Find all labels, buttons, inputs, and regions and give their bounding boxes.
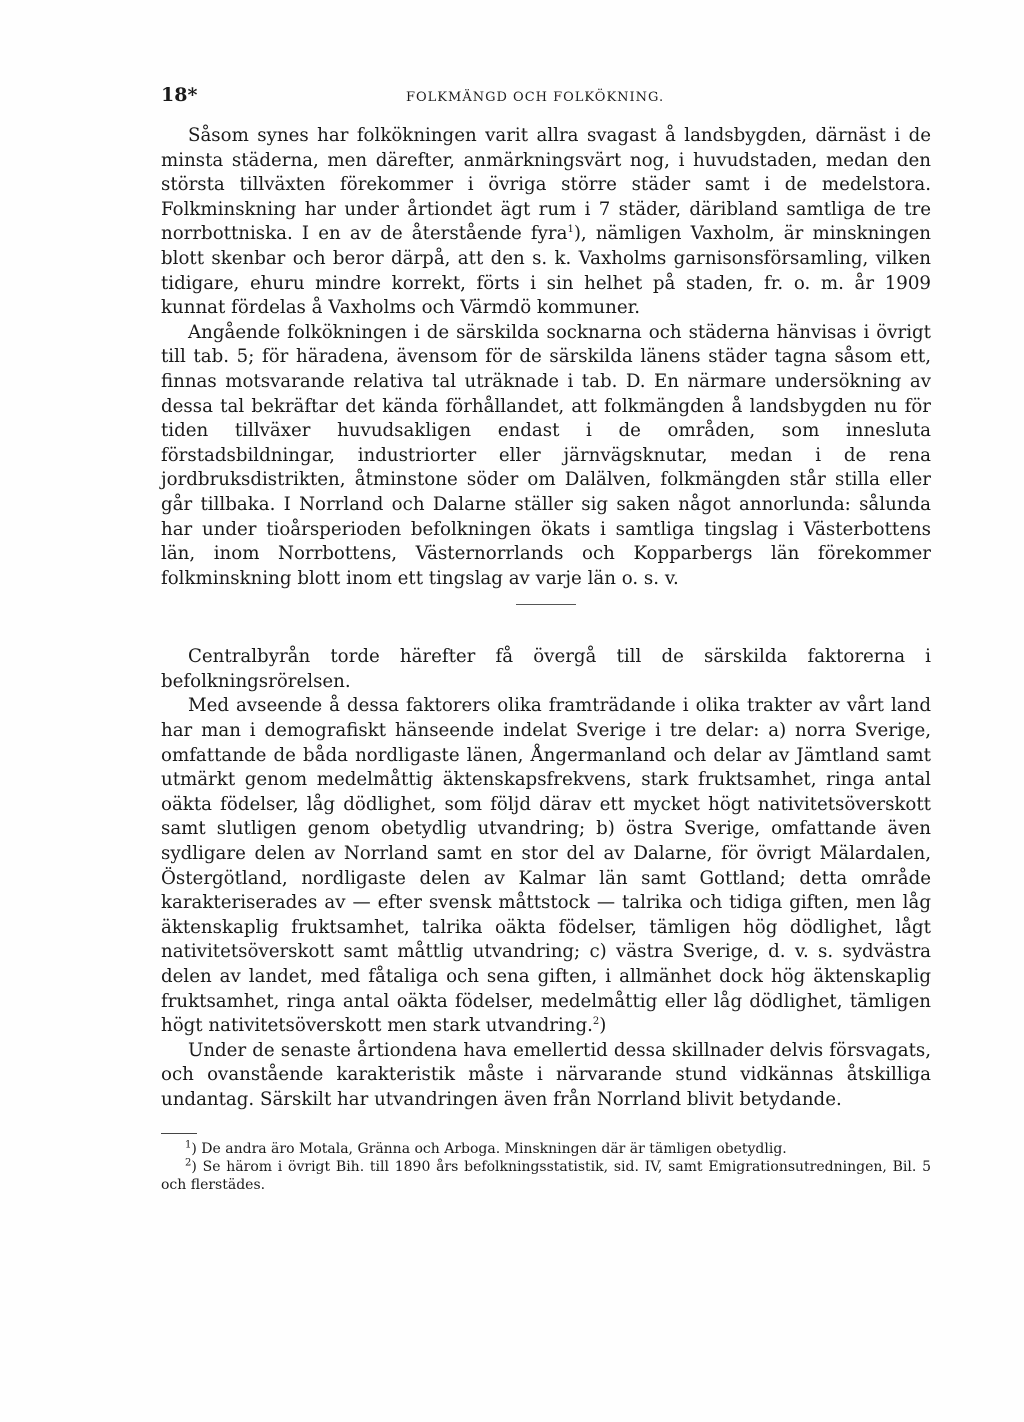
page-number: 18* xyxy=(161,84,198,106)
page-header xyxy=(161,84,931,116)
paragraph-text: Såsom synes har folkökningen varit allra svagast å landsbygden, därnäst i de minsta städerna, men därefter, anmärkningsvärt nog, i huvudstaden, medan den största tillväxten förekommer i övriga större städer samt i de medelstora. Folkminskning har under årtiondet ägt rum i 7 städer, däribland samtliga de tre norrbottniska. I en av de återstående fyra xyxy=(161,125,931,245)
paragraph-regions xyxy=(161,694,931,1038)
footnote-divider xyxy=(161,1133,197,1134)
footnote-mark-2: 2 xyxy=(185,1156,192,1168)
paragraph-text: ), nämligen Vaxholm, är minskningen blott skenbar och beror därpå, att den s. k. Vaxholms garnisonsförsamling, vilken tidigare, ehuru mindre korrekt, förts i sin helhet på staden, fr. o. m. år 1909 kunnat fördelas å Vaxholms och Värmdö kommuner. xyxy=(161,223,931,319)
running-title: FOLKMÄNGD OCH FOLKÖKNING. xyxy=(406,90,665,105)
paragraph-parishes: Angående folkökningen i de särskilda socknarna och städerna hänvisas i övrigt till tab. 5; för häradena, ävensom för de särskilda länens städer tagna såsom ett, finnas motsvarande relativa tal uträknade i tab. D. En närmare undersökning av dessa tal bekräftar det kända förhållandet, att folkmängden å landsbygden nu för tiden tillväxer huvudsakligen endast i de områden, som innesluta förstadsbildningar, industriorter eller järnvägsknutar, medan i de rena jordbruksdistrikten, åtminstone söder om Dalälven, folkmängden står stilla eller går tillbaka. I Norrland och Dalarne ställer sig saken något annorlunda: sålunda har under tioårsperioden befolkningen ökats i samtliga tingslag i Västerbottens län, inom Norrbottens, Västernorrlands och Kopparbergs län förekommer folkminskning blott inom ett tingslag av varje län o. s. v. xyxy=(161,321,931,589)
paragraph-text: ) xyxy=(599,1015,607,1037)
footnote-ref-1: 1 xyxy=(567,224,574,236)
paragraph-population-growth xyxy=(161,124,931,321)
document-page xyxy=(161,84,931,1194)
footnote-2 xyxy=(161,1158,931,1194)
footnote-1 xyxy=(161,1140,931,1158)
footnote-text: ) De andra äro Motala, Gränna och Arboga. Minskningen där är tämligen obetydlig. xyxy=(191,1140,787,1157)
paragraph-recent-decades: Under de senaste årtiondena hava emellertid dessa skillnader delvis försvagats, och ovanstående karakteristik måste i närvarande stund vidkännas åtskilliga undantag. Särskilt har utvandringen även från Norrland blivit betydande. xyxy=(161,1039,931,1110)
footnote-mark-1: 1 xyxy=(185,1138,192,1150)
footnote-text: ) Se härom i övrigt Bih. till 1890 års befolkningsstatistik, sid. IV, samt Emigrationsutredningen, Bil. 5 och flerstädes. xyxy=(161,1158,931,1193)
paragraph-text: Med avseende å dessa faktorers olika framträdande i olika trakter av vårt land har man i demografiskt hänseende indelat Sverige i tre delar: a) norra Sverige, omfattande de båda nordligaste länen, Ångermanland och delar av Jämtland samt utmärkt genom medelmåttig äktenskapsfrekvens, stark fruktsamhet, ringa antal oäkta födelser, låg dödlighet, som följd därav ett mycket högt nativitetsöverskott samt slutligen genom obetydlig utvandring; b) östra Sverige, omfattande även sydligare delen av Norrland samt en stor del av Dalarne, för övrigt Mälardalen, Östergötland, nordligaste delen av Kalmar län samt Gottland; detta område karakteriserades av — efter svensk måttstock — talrika och tidiga giften, men låg äktenskaplig fruktsamhet, talrika oäkta födelser, tämligen hög dödlighet, lågt nativitetsöverskott samt måttlig utvandring; c) västra Sverige, d. v. s. sydvästra delen av landet, med fåtaliga och sena giften, i allmänhet dock hög äktenskaplig fruktsamhet, ringa antal oäkta födelser, medelmåttig eller låg dödlighet, tämligen högt nativitetsöverskott men stark utvandring. xyxy=(161,695,931,1037)
paragraph-centralbyran: Centralbyrån torde härefter få övergå till de särskilda faktorerna i befolkningsrörelsen. xyxy=(161,646,931,692)
footnote-ref-2: 2 xyxy=(592,1016,600,1028)
